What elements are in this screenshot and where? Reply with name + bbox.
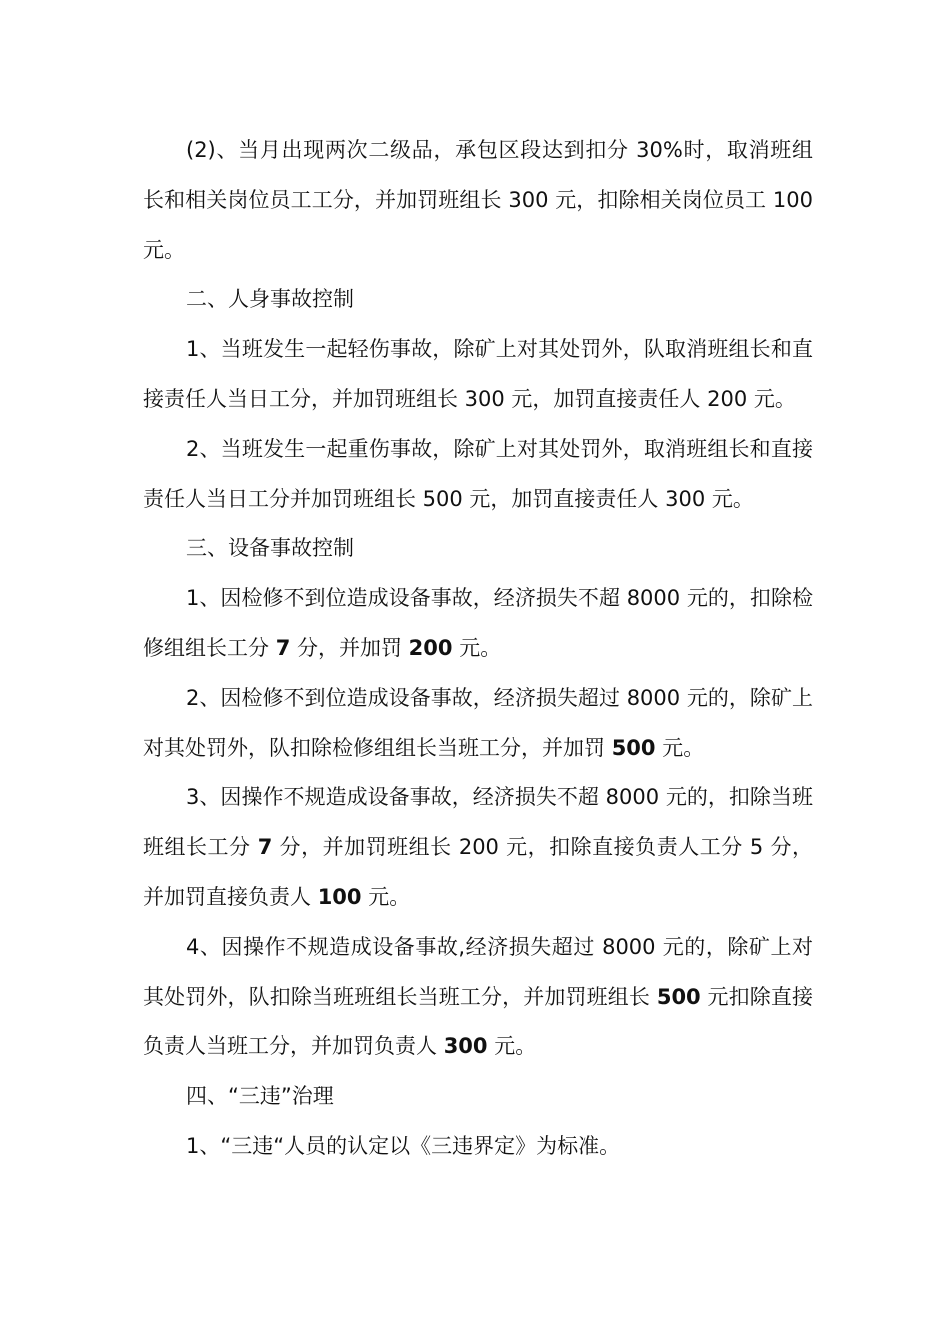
text-segment: 分，并加罚 [290,635,409,660]
bold-value: 7 [257,835,273,860]
text-segment: 元。 [452,635,502,660]
text-segment: 分，并加罚班组长 200 元，扣除直接负责人工分 5 分，并加罚直接负责人 [143,835,813,909]
bold-value: 500 [611,735,656,760]
section-heading-three-violations: 四、“三违”治理 [186,1084,334,1109]
paragraph: (2)、当月出现两次二级品，承包区段达到扣分 30%时，取消班组长和相关岗位员工工分，并加罚班组长 300 元，扣除相关岗位员工 100 元。 [143,138,813,262]
text-segment: 2、因检修不到位造成设备事故，经济损失超过 8000 元的，除矿上对其处罚外，队扣除检修组组长当班工分，并加罚 [143,685,813,760]
paragraph [143,923,813,1072]
paragraph [143,574,813,674]
bold-value: 200 [408,635,453,660]
paragraph: 2、当班发生一起重伤事故，除矿上对其处罚外，取消班组长和直接责任人当日工分并加罚班组长 500 元，加罚直接责任人 300 元。 [143,436,813,511]
text-segment: 1、因检修不到位造成设备事故，经济损失不超 8000 元的，扣除检修组组长工分 [143,586,813,660]
section-heading-personal-accident: 二、人身事故控制 [186,287,354,312]
paragraph: 1、“三违“人员的认定以《三违界定》为标准。 [186,1133,621,1158]
bold-value: 100 [317,884,362,909]
bold-value: 500 [656,984,701,1009]
text-segment: 元。 [361,884,411,909]
text-segment: 元扣除直接负责人当班工分，并加罚负责人 [143,984,813,1059]
text-segment: 元。 [487,1034,537,1059]
bold-value: 300 [443,1034,488,1059]
bold-value: 7 [275,635,291,660]
text-segment: 3、因操作不规造成设备事故，经济损失不超 8000 元的，扣除当班班组长工分 [143,785,813,860]
paragraph: 1、当班发生一起轻伤事故，除矿上对其处罚外，队取消班组长和直接责任人当日工分，并加罚班组长 300 元，加罚直接责任人 200 元。 [143,337,813,411]
section-heading-equipment-accident: 三、设备事故控制 [186,536,354,561]
paragraph [143,674,813,774]
paragraph [143,773,813,922]
text-segment: 4、因操作不规造成设备事故,经济损失超过 8000 元的，除矿上对其处罚外，队扣除当班班组长当班工分，并加罚班组长 [143,934,813,1009]
document-body [143,126,813,1172]
text-segment: 元。 [655,735,705,760]
